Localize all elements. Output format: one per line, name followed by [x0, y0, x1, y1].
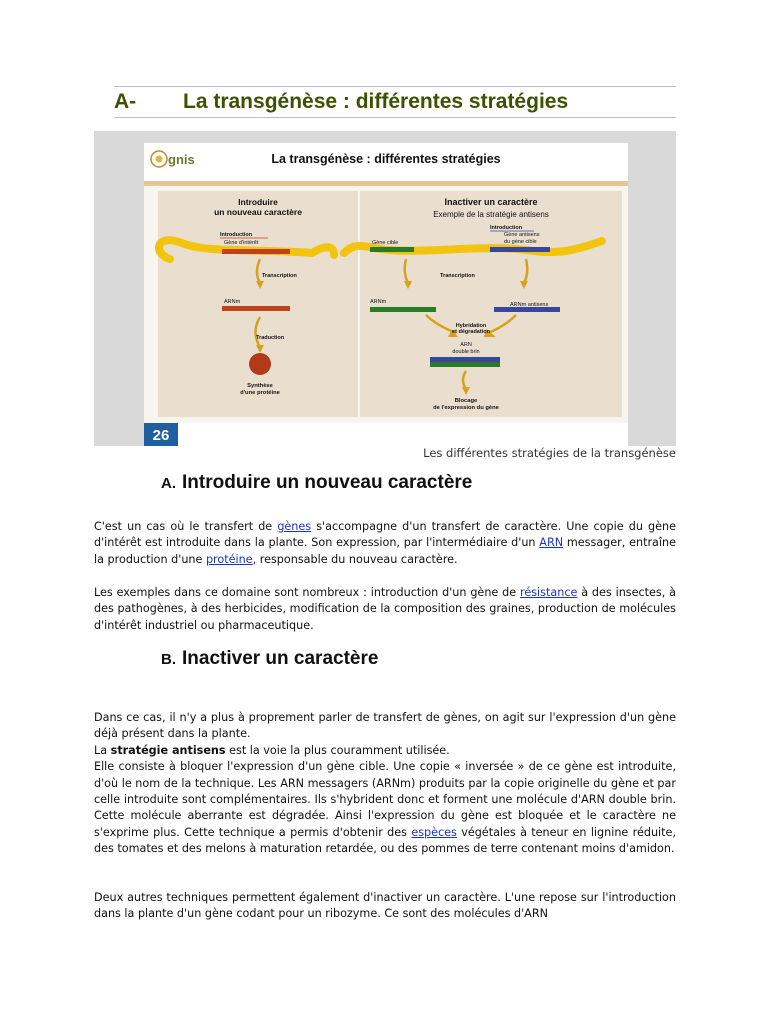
text-run: La	[94, 743, 111, 757]
text-run: à des insectes, à des pathogènes, à des herbicides, modification de la composition des graines, production de molécules d'intérêt industriel ou pharmaceutique.	[94, 586, 677, 632]
text-run: s'accompagne d'un transfert de caractère. Une copie du gène d'intérêt est introduite dans la plante. Son expression, par l'intermédiaire d'un	[94, 520, 676, 550]
left-title-line1: Introduire	[238, 197, 278, 207]
right-label-degradation: et dégradation	[452, 329, 490, 335]
right-label-antisens2: du gène cible	[504, 239, 537, 245]
right-label-arnm-antisens: ARNm antisens	[510, 302, 549, 308]
protein-sphere	[249, 353, 271, 375]
left-label-gene: Gène d'intérêt	[224, 240, 259, 246]
section-a-heading	[161, 472, 472, 494]
link-especes[interactable]: espèces	[411, 825, 457, 839]
right-label-blocage-gene: de l'expression du gène	[433, 405, 499, 411]
section-b-title: Inactiver un caractère	[182, 648, 379, 669]
right-label-hybridation: Hybridation	[455, 323, 487, 329]
left-label-protein: d'une protéine	[240, 390, 280, 396]
left-label-synthese: Synthèse	[247, 383, 273, 389]
right-label-blocage: Blocage	[454, 398, 478, 404]
section-a-marker: A.	[161, 475, 176, 492]
section-b-paragraph-2: Deux autres techniques permettent également d'inactiver un caractère. L'une repose sur l'introduction dans la plante d'un gène codant pour un ribozyme. Ce sont des molécules d'ARN	[94, 891, 676, 921]
right-label-gene-cible: Gène cible	[372, 240, 399, 246]
section-heading	[114, 86, 676, 118]
bold-term: stratégie antisens	[110, 743, 226, 757]
heading-number: A-	[114, 90, 137, 113]
left-title-line2: un nouveau caractère	[214, 207, 302, 217]
figure-caption: Les différentes stratégies de la transgénèse	[94, 446, 676, 460]
heading-title: La transgénèse : différentes stratégies	[183, 90, 569, 113]
left-label-arnm: ARNm	[224, 299, 241, 305]
transgenesis-diagram	[144, 143, 628, 447]
right-subtitle: Exemple de la stratégie antisens	[433, 210, 549, 219]
section-b-paragraph-1	[94, 710, 676, 858]
text-run: , responsable du nouveau caractère.	[252, 552, 458, 566]
text-run: végétales à teneur en lignine réduite, des tomates et des melons à maturation retardée, ou des pommes de terre contenant moins d'amidon.	[94, 825, 676, 856]
logo-text: gnis	[168, 152, 195, 167]
section-a-paragraph-2	[94, 585, 676, 634]
left-label-transcription: Transcription	[262, 273, 297, 279]
right-label-antisens1: Gène antisens	[504, 232, 540, 238]
figure-panel	[144, 143, 628, 447]
right-label-arnm: ARNm	[370, 299, 387, 305]
right-title: Inactiver un caractère	[444, 197, 538, 207]
link-resistance[interactable]: résistance	[519, 586, 578, 599]
figure	[94, 131, 676, 447]
text-run: C'est un cas où le transfert de	[94, 520, 278, 533]
link-arn[interactable]: ARN	[539, 536, 564, 550]
page-badge	[144, 423, 178, 447]
section-a-title: Introduire un nouveau caractère	[182, 472, 473, 493]
diagram-title: La transgénèse : différentes stratégies	[271, 152, 501, 166]
section-a-paragraph-1	[94, 519, 676, 568]
link-proteine[interactable]: protéine	[205, 552, 253, 566]
text-run: est la voie la plus couramment utilisée.	[225, 743, 450, 757]
text-run: Les exemples dans ce domaine sont nombreux : introduction d'un gène de	[94, 586, 520, 599]
left-label-traduction: Traduction	[256, 335, 285, 341]
link-genes[interactable]: gènes	[277, 520, 312, 533]
right-label-introduction: Introduction	[490, 225, 523, 231]
text-run: Elle consiste à bloquer l'expression d'un gène cible. Une copie « inversée » de ce gène est introduite, d'où le nom de la technique. Les ARN messagers (ARNm) produits par la copie originelle du gène et par celle introduite sont complémentaires. Ils s'hybrident donc et forment une molécule d'ARN double brin. Cette molécule aberrante est dégradée. Ainsi l'expression du gène est bloquée et le caractère ne s'exprime plus. Cette technique a permis d'obtenir des	[94, 760, 676, 839]
right-label-transcription: Transcription	[440, 273, 475, 279]
text-run: Dans ce cas, il n'y a plus à proprement parler de transfert de gènes, on agit sur l'expression d'un gène déjà présent dans la plante.	[94, 711, 676, 741]
left-label-introduction: Introduction	[220, 232, 253, 238]
text-run: messager, entraîne la production d'une	[94, 536, 676, 566]
right-label-double-brin: double brin	[452, 349, 480, 355]
right-label-arn: ARN	[460, 342, 472, 348]
section-b-marker: B.	[161, 651, 176, 668]
page-badge-number: 26	[152, 427, 170, 444]
section-b-heading	[161, 648, 378, 670]
